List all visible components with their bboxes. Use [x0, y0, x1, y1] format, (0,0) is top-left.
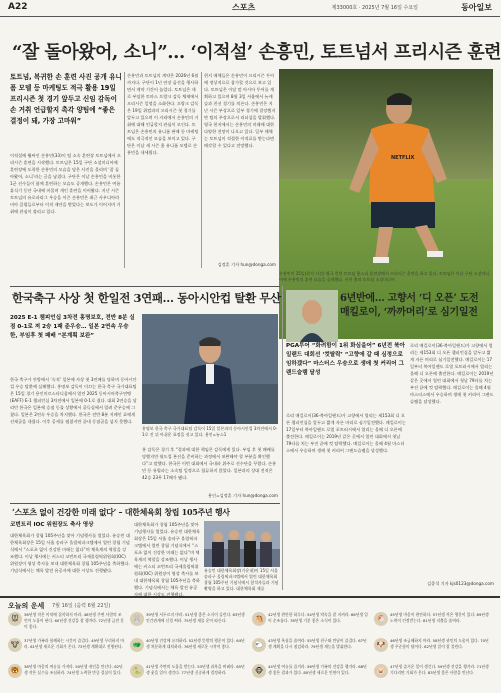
- zodiac-snake-icon: 🐍: [130, 664, 144, 678]
- main-body-left: 이적설에 휩싸인 손흥민(33)이 팀 소속 훈련장 토트넘에서 프리시즌 훈련을 시작했다. 토트넘은 15일 구단 소셜미디어에 훈련장에 도착한 손흥민의 모습을 담은 사진을 올리며 ‘잘 돌아왔어, 소니’라는 글을 남겼다. 구단은 이날 손흥민을 비롯한 1군 선수들이 함께 훈련하는 모습도 공개했다. 손흥민은 여름 휴식기 동안 국내에 머물며 개인 훈련을 이어왔다. 지난 시즌 토트넘의 유로파리그 우승을 이끈 손흥민은 최근 사우디아라비아 클럽들로부터 이적 제안을 받았다는 보도가 이어지며 거취에 관심이 쏠리고 있다.: [10, 153, 121, 214]
- column-divider: [124, 72, 125, 268]
- section-rule: [10, 286, 280, 287]
- page-number: A22: [8, 2, 28, 12]
- zodiac-horse-icon: 🐴: [252, 612, 266, 626]
- group-photo: [204, 521, 280, 567]
- story-two-byline: 용인=김정훈 기자 hun@donga.com: [207, 493, 278, 498]
- main-photo: [279, 69, 493, 269]
- coach-figure: [142, 314, 278, 424]
- zodiac-pig-icon: 🐷: [374, 664, 388, 678]
- story-four-lede: 코번트리 IOC 위원장도 축사 영상: [10, 522, 94, 528]
- zodiac-rooster-icon: 🐔: [374, 612, 388, 626]
- fortune-item: 45년생 마음이 편안하다. 57년생 작은 행운이 있다. 69년생 노력이 인정받는다. 81년생 지출을 줄여라.: [390, 612, 489, 623]
- story-three-photo: [286, 290, 338, 342]
- fortune-item: 38년생 마음의 여유를 가져라. 50년생 귀인을 만난다. 62년생 작은 실수를 조심하라. 74년생 노력한 만큼 결실이 있다.: [24, 664, 123, 675]
- story-three-lede: PGA투어 “화려함이 1위 화심을어” 6년전 북아일랜드 대회선 ‘컷탈락’ “고향에 갈 때 심정으로 임하겠다” 마스터스 우승으로 생애 첫 커리어 그랜드슬램 달성: [286, 343, 405, 376]
- section-rule: [10, 503, 280, 504]
- fortune-item: 46년생 조급해하지 마라. 58년생 귀인의 도움이 있다. 70년생 꾸준함이 답이다. 82년생 일이 잘 풀린다.: [390, 638, 489, 649]
- section-name: 스포츠: [232, 3, 256, 12]
- fortune-date: 7월 16일 (음력 6월 22일): [52, 603, 111, 609]
- column-divider: [282, 286, 283, 590]
- zodiac-monkey-icon: 🐵: [252, 664, 266, 678]
- fortune-item: 36년생 작은 이익에 집착하지 마라. 48년생 주변 사람의 조언이 도움이 된다. 60년생 건강을 잘 챙겨라. 72년생 금전 운이 좋다.: [24, 612, 124, 629]
- zodiac-dog-icon: 🐶: [374, 638, 388, 652]
- page-header: [0, 0, 500, 17]
- main-photo-caption: 손흥민이 15일(현지 시간) 영국 런던 토트넘 훗스퍼 훈련장에서 프리시즌 훈련을 하고 있다. 토트넘은 이날 구단 소셜미디어에 손흥민의 훈련 모습을 공개했다. 사진 출처 토트넘 소셜미디어: [279, 271, 490, 282]
- story-four-body: 대한체육회가 창립 105주년을 맞아 기념행사를 열었다. 유승민 대한체육회장은 15일 서울 송파구 올림픽파크텔에서 열린 창립 기념식에서 “스포츠 없이 건강한 미래는 없다”며 체육계의 역할을 강조했다. 이날 행사에는 커스티 코번트리 국제올림픽위원회(IOC) 위원장이 영상 축사를 보내 대한체육회 창립 105주년을 축하했다. 기념식에서는 체육 발전 유공자에 대한 시상도 진행됐다.: [10, 533, 130, 573]
- column-divider: [201, 72, 202, 268]
- story-two-photo-caption: 홍명보 한국 축구 국가대표팀 감독이 15일 일본과의 동아시안컵 3차전에서 0-1로 진 뒤 아쉬운 표정을 짓고 있다. 용인=뉴스1: [142, 426, 278, 437]
- main-body-right: 현지 매체들은 손흥민이 프리시즌 투어에 정상적으로 참가할 것으로 보고 있다. 토트넘은 이달 말 아시아 투어를 계획하고 있으며 8월 3일 서울에서 뉴캐슬과 친선 경기를 치른다. 손흥민은 지난 시즌 부상으로 일부 경기에 결장했지만 팀의 주장으로서 리더십을 발휘했다. 영국 현지에서는 손흥민의 미래에 대한 다양한 전망이 나오고 있다. 일부 매체는 토트넘이 적절한 이적료를 받는다면 매각할 수 있다고 전망했다.: [204, 73, 276, 148]
- story-three-byline: 김종석 기자 kjs0123@donga.com: [427, 581, 494, 586]
- story-three-body: 로리 매킬로이(36·북아일랜드)가 고향에서 열리는 제153회 디 오픈 챔피언십을 앞두고 짧게 자른 머리로 심기일전했다. 매킬로이는 17일부터 북아일랜드 로열 포트러시에서 열리는 올해 디 오픈에 출전한다. 매킬로이는 2019년 같은 곳에서 열린 대회에서 첫날 79타를 치는 부진 끝에 컷 탈락했다. 매킬로이는 올해 4월 마스터스에서 우승하며 생애 첫 커리어 그랜드슬램을 달성했다.: [286, 413, 406, 453]
- story-two-body: 한국 축구가 안방에서 ‘숙적’ 일본에 사상 첫 3연패를 당하며 동아시안컵 우승 탈환에 실패했다. 홍명보 감독이 이끄는 한국 축구 국가대표팀은 15일 경기 용인미르스타디움에서 열린 2025 동아시아축구연맹(EAFF) E-1 챔피언십 3차전에서 일본에 0-1로 졌다. 대회 2연승을 달리던 한국은 일본에 승점 동률 상황에서 골득실에서 밀려 준우승에 그쳤다. 일본은 2연속 우승을 차지했다. 한국은 전반 8분 저메인 료에게 선제골을 내줬다. 이후 공세를 펼쳤지만 끝내 동점골을 넣지 못했다.: [10, 377, 137, 424]
- fortune-item: 42년생 편안한 하루다. 54년생 약속을 잘 지켜라. 66년생 일이 순조롭다. 78년생 기분 좋은 소식이 있다.: [268, 612, 368, 623]
- fortune-item: 40년생 건강에 유의하라. 52년생 뜻밖의 행운이 있다. 64년생 차분하게 대처하라. 76년생 새로운 시작이 좋다.: [146, 638, 245, 649]
- newspaper-logo: 동아일보: [461, 2, 492, 12]
- fortune-item: 44년생 여유를 즐겨라. 56년생 가족의 건강을 챙겨라. 68년생 좋은 결과가 있다. 80년생 새로운 인연이 있다.: [268, 664, 367, 675]
- zodiac-ox-icon: 🐮: [8, 638, 22, 652]
- main-headline: “잘 돌아왔어, 소니”… ‘이적설’ 손흥민, 토트넘서 프리시즌 훈련: [12, 42, 501, 63]
- main-body-mid: 손흥민과 토트넘의 계약은 2026년 6월까지다. 구단이 1년 연장 옵션을 행사하면서 계약 기간이 늘었다. 토트넘은 새로 부임한 토마스 프랑크 감독 체제에서 프리시즌 일정을 소화한다. 프랑크 감독은 19일 위컴과의 프리시즌 첫 경기를 앞두고 있으며 이 자리에서 손흥민의 거취에 대해 언급할지 관심이 모인다. 토트넘은 손흥민의 유니폼 판매 등 마케팅에도 적극적인 모습을 보이고 있다. 구단은 이날 새 시즌 홈 유니폼 모델로 손흥민을 내세웠다.: [127, 73, 199, 155]
- main-byline: 김정훈 기자 hun@donga.com: [217, 262, 276, 267]
- story-four-photo: [204, 521, 280, 567]
- story-four-photo-caption: 유승민 대한체육회장(가운데)이 15일 서울 송파구 올림픽파크텔에서 열린 대한체육회 창립 105주년 기념식에서 참석자들과 기념촬영을 하고 있다. 대한체육회 제공: [204, 568, 279, 591]
- fortune-item: 41년생 주변의 도움을 받는다. 53년생 과욕을 버려라. 65년생 웃을 일이 생긴다. 77년생 신중하게 결정하라.: [146, 664, 245, 675]
- story-two-body-2: 홍 감독은 경기 후 “결과에 대한 책임은 감독에게 있다. 부임 후 첫 패배를 당했지만 월드컵 본선을 준비하는 과정에서 보완해야 할 부분을 확인했다”고 말했다. 한국은 이번 대회에서 국내파 위주로 선수단을 꾸렸다. 손흥민 등 유럽파는 소속팀 일정으로 합류하지 않았다. 일본과의 상대 전적은 42승 23무 17패가 됐다.: [142, 447, 277, 480]
- svg-text:NETFLIX: NETFLIX: [391, 155, 415, 161]
- fortune-item: 43년생 욕심을 줄여라. 55년생 친구와 만남이 즐겁다. 67년생 계획을 다시 점검하라. 79년생 재능을 발휘한다.: [268, 638, 367, 649]
- fortune-item: 47년생 즐거운 일이 생긴다. 59년생 건강을 챙겨라. 71년생 기다리면 기회가 온다. 83년생 좋은 사람을 만난다.: [390, 664, 489, 675]
- story-two-lede: 2025 E-1 챔피언십 3차전 홍명보호, 전반 8분 실점 0-1로 져 2승 1패 준우승… 일본 2연속 우승 한, 부임후 첫 패배 “본계획 보완”: [10, 315, 135, 339]
- fortune-item: 39년생 서두르지 마라. 51년생 좋은 소식이 들린다. 63년생 인간관계에 신경 써라. 75년생 재물 운이 따른다.: [146, 612, 245, 623]
- zodiac-dragon-icon: 🐲: [130, 638, 144, 652]
- fortune-title: 오늘의 운세: [8, 602, 45, 610]
- story-three-body-2: 로리 매킬로이(36·북아일랜드)가 고향에서 열리는 제153회 디 오픈 챔피언십을 앞두고 짧게 자른 머리로 심기일전했다. 매킬로이는 17일부터 북아일랜드 로열 포트러시에서 열리는 올해 디 오픈에 출전한다. 매킬로이는 2019년 같은 곳에서 열린 대회에서 첫날 79타를 치는 부진 끝에 컷 탈락했다. 매킬로이는 올해 4월 마스터스에서 우승하며 생애 첫 커리어 그랜드슬램을 달성했다.: [410, 343, 494, 404]
- zodiac-goat-icon: 🐑: [252, 638, 266, 652]
- main-lede: 토트넘, 복귀한 손 훈련 사진 공개 유니폼 모델 등 마케팅도 적극 활용 19일 프리시즌 첫 경기 앞두고 신임 감독이 손 거취 언급할지 촉각 양팀에 “좋은 결정이 돼, 가장 고마워”: [10, 73, 122, 125]
- story-two-headline: 한국축구 사상 첫 한일전 3연패… 동아시안컵 탈환 무산: [12, 291, 281, 305]
- zodiac-rabbit-icon: 🐰: [130, 612, 144, 626]
- fortune-item: 37년생 가족과 함께하는 시간이 즐겁다. 49년생 무리하지 마라. 61년생 새로운 기회가 온다. 73년생 계획대로 진행된다.: [24, 638, 125, 649]
- issue-meta: 제33000호 · 2025년 7월 16일 수요일: [331, 5, 418, 11]
- player-figure: [279, 69, 493, 269]
- zodiac-rat-icon: 🐭: [8, 612, 22, 626]
- zodiac-tiger-icon: 🐯: [8, 664, 22, 678]
- story-four-headline: ‘스포츠 없이 건강한 미래 없다’ – 대한체육회 창립 105주년 행사: [12, 507, 230, 517]
- fortune-section: [0, 596, 500, 693]
- golfer-portrait: [286, 290, 338, 342]
- story-two-photo: [142, 314, 278, 424]
- story-four-body-2: 대한체육회가 창립 105주년을 맞아 기념행사를 열었다. 유승민 대한체육회장은 15일 서울 송파구 올림픽파크텔에서 열린 창립 기념식에서 “스포츠 없이 건강한 미래는 없다”며 체육계의 역할을 강조했다. 이날 행사에는 커스티 코번트리 국제올림픽위원회(IOC) 위원장이 영상 축사를 보내 대한체육회 창립 105주년을 축하했다. 기념식에서는 체육 발전 유공자에 대한 시상도 진행됐다.: [134, 522, 201, 597]
- story-three-headline: 6년반에… 고향서 ‘디 오픈’ 도전 매킬로이, ‘까까머리’로 심기일전: [340, 293, 479, 318]
